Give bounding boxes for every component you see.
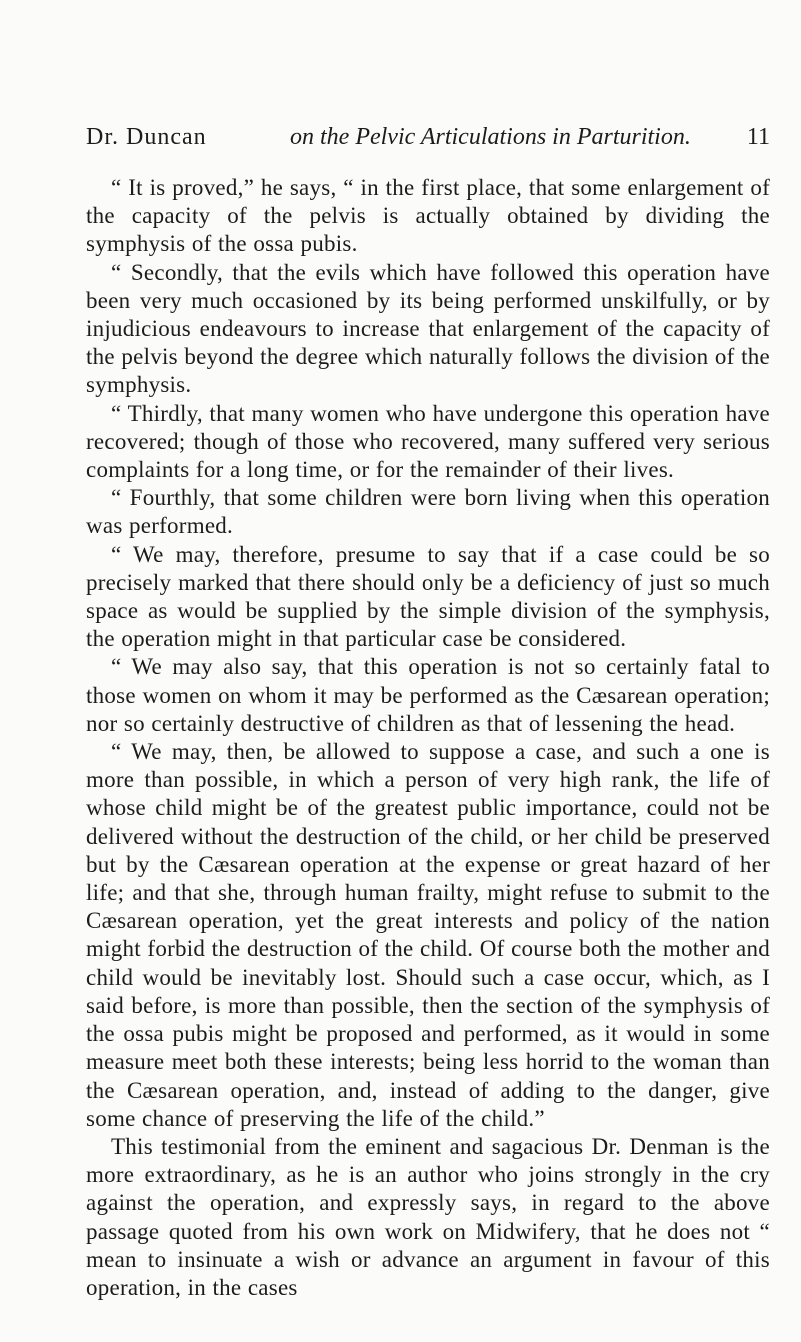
paragraph: “ It is proved,” he says, “ in the first place, that some enlargement of the capacity of the pelvis is actually obtained by dividing the symphysis of the ossa pubis.	[86, 175, 770, 257]
paragraph: This testimonial from the eminent and sagacious Dr. Denman is the more extraordinary, as he is an author who joins strongly in the cry against the operation, and expressly says, in regard to the above passage quoted from his own work on Midwifery, that he does not “ mean to insinuate a wish or advance an argument in favour of this operation, in the cases	[86, 1133, 770, 1300]
paragraph: “ Fourthly, that some children were born living when this operation was performed.	[86, 485, 770, 539]
paragraph: “ Thirdly, that many women who have undergone this operation have recovered; though of those who recovered, many suffered very serious complaints for a long time, or for the remainder of their lives.	[86, 400, 770, 483]
paragraph: “ Secondly, that the evils which have followed this operation have been very much occasioned by its being performed unskilfully, or by injudicious endeavours to increase that enlargement of the capacity of the pelvis beyond the degree which naturally follows the division of the symphysis.	[86, 259, 770, 398]
paragraph: “ We may, therefore, presume to say that if a case could be so precisely marked that there should only be a deficiency of just so much space as would be supplied by the simple division of the symphysis, the operation might in that particular case be considered.	[86, 541, 770, 652]
paragraph: “ We may, then, be allowed to suppose a case, and such a one is more than possible, in which a person of very high rank, the life of whose child might be of the greatest public importance, could not be delivered without the destruction of the child, or her child be preserved but by the Cæsarean operation at the expense or great hazard of her life; and that she, through human frailty, might refuse to submit to the Cæsarean operation, yet the great interests and policy of the nation might forbid the destruction of the child. Of course both the mother and child would be inevitably lost. Should such a case occur, which, as I said before, is more than possible, then the section of the symphysis of the ossa pubis might be proposed and performed, as it would in some measure meet both these interests; being less horrid to the woman than the Cæsarean operation, and, instead of adding to the danger, give some chance of preserving the life of the child.”	[86, 739, 770, 1131]
paragraph: “ We may also say, that this operation is not so certainly fatal to those women on whom it may be performed as the Cæsarean operation; nor so certainly destructive of children as that of lessening the head.	[86, 654, 770, 736]
header-title: on the Pelvic Articulations in Parturition.	[290, 124, 691, 150]
body-text	[86, 174, 770, 1302]
header-author: Dr. Duncan	[86, 124, 207, 150]
page-number: 11	[746, 124, 770, 150]
running-header	[86, 119, 770, 155]
